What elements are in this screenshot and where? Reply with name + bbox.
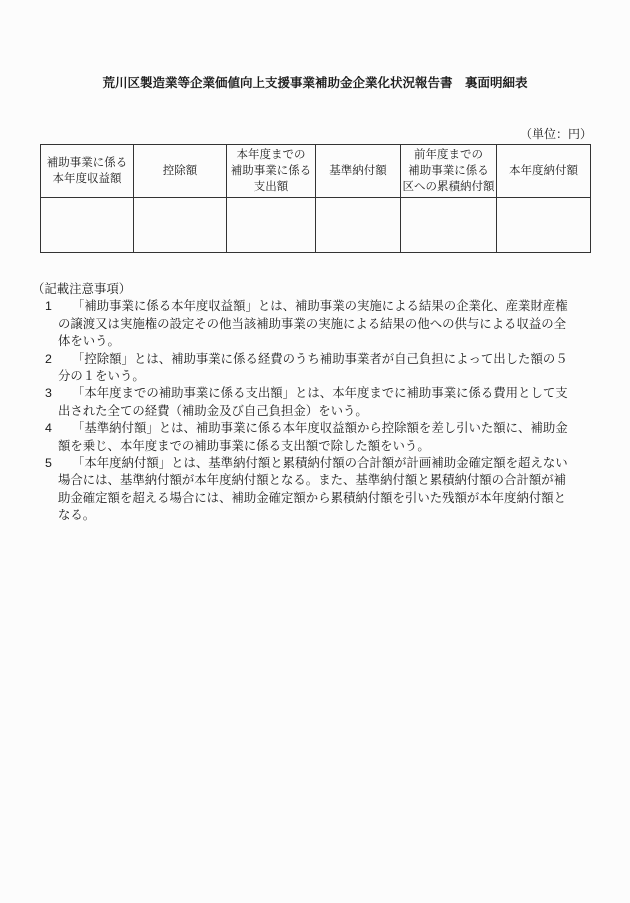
header-label: 本年度納付額 bbox=[509, 165, 578, 177]
note-line: 分の１をいう。 bbox=[58, 369, 145, 384]
header-label: 本年度収益額 bbox=[52, 173, 122, 185]
header-label: 支出額 bbox=[253, 181, 289, 193]
note-line: 「本年度までの補助事業に係る支出額」とは、本年度までに補助事業に係る費用として支 bbox=[72, 386, 568, 401]
table-header-row bbox=[41, 145, 591, 198]
note-item-3 bbox=[32, 385, 607, 420]
unit-label: （単位：円） bbox=[519, 127, 592, 141]
header-cell-cumulative-payment bbox=[401, 145, 497, 198]
note-line: なる。 bbox=[58, 508, 96, 523]
header-cell-standard-payment bbox=[316, 145, 401, 198]
empty-cell-expenditure-to-date bbox=[227, 198, 316, 253]
note-line: 「基準納付額」とは、補助事業に係る本年度収益額から控除額を差し引いた額に、補助金 bbox=[72, 421, 568, 436]
note-item-4 bbox=[32, 420, 607, 455]
header-label: 基準納付額 bbox=[329, 165, 387, 177]
empty-cell-deduction bbox=[134, 198, 227, 253]
empty-cell-cumulative-payment bbox=[401, 198, 497, 253]
note-line: 「補助事業に係る本年度収益額」とは、補助事業の実施による結果の企業化、産業財産権 bbox=[72, 299, 568, 314]
header-label: 控除額 bbox=[162, 165, 198, 177]
header-label: 本年度までの bbox=[236, 149, 306, 161]
note-number: 4 bbox=[45, 421, 52, 436]
header-cell-deduction bbox=[134, 145, 227, 198]
note-line: 体をいう。 bbox=[58, 334, 120, 349]
empty-cell-standard-payment bbox=[316, 198, 401, 253]
note-number: 3 bbox=[45, 386, 52, 401]
note-line: 「控除額」とは、補助事業に係る経費のうち補助事業者が自己負担によって出した額の５ bbox=[72, 351, 568, 366]
note-number: 1 bbox=[45, 299, 52, 314]
table-data-row bbox=[41, 198, 591, 253]
note-line: 場合には、基準納付額が本年度納付額となる。また、基準納付額と累積納付額の合計額が補 bbox=[58, 473, 567, 488]
note-item-2 bbox=[32, 351, 607, 386]
note-item-5 bbox=[32, 455, 607, 525]
note-number: 2 bbox=[45, 351, 52, 366]
empty-cell-current-year-payment bbox=[497, 198, 591, 253]
notes-section bbox=[32, 281, 607, 525]
header-label: 補助事業に係る bbox=[230, 165, 312, 177]
empty-cell-current-year-revenue bbox=[41, 198, 134, 253]
note-item-1 bbox=[32, 298, 607, 350]
page-title: 荒川区製造業等企業価値向上支援事業補助金企業化状況報告書 裏面明細表 bbox=[102, 76, 528, 90]
header-cell-expenditure-to-date bbox=[227, 145, 316, 198]
header-label: 補助事業に係る bbox=[408, 165, 489, 177]
note-number: 5 bbox=[45, 456, 52, 471]
note-line: 助金確定額を超える場合には、補助金確定額から累積納付額を引いた残額が本年度納付額と bbox=[58, 490, 567, 505]
header-cell-current-year-revenue bbox=[41, 145, 134, 198]
header-cell-current-year-payment bbox=[497, 145, 591, 198]
note-line: の譲渡又は実施権の設定その他当該補助事業の実施による結果の他への供与による収益の全 bbox=[58, 316, 567, 331]
notes-heading: （記載注意事項） bbox=[32, 282, 132, 296]
detail-table bbox=[40, 144, 591, 253]
header-label: 前年度までの bbox=[414, 149, 483, 161]
note-line: 出された全ての経費（補助金及び自己負担金）をいう。 bbox=[58, 403, 368, 418]
header-label: 区への累積納付額 bbox=[402, 181, 495, 193]
header-label: 補助事業に係る bbox=[46, 157, 128, 169]
note-line: 「本年度納付額」とは、基準納付額と累積納付額の合計額が計画補助金確定額を超えない bbox=[72, 456, 568, 471]
note-line: 額を乗じ、本年度までの補助事業に係る支出額で除した額をいう。 bbox=[58, 438, 430, 453]
